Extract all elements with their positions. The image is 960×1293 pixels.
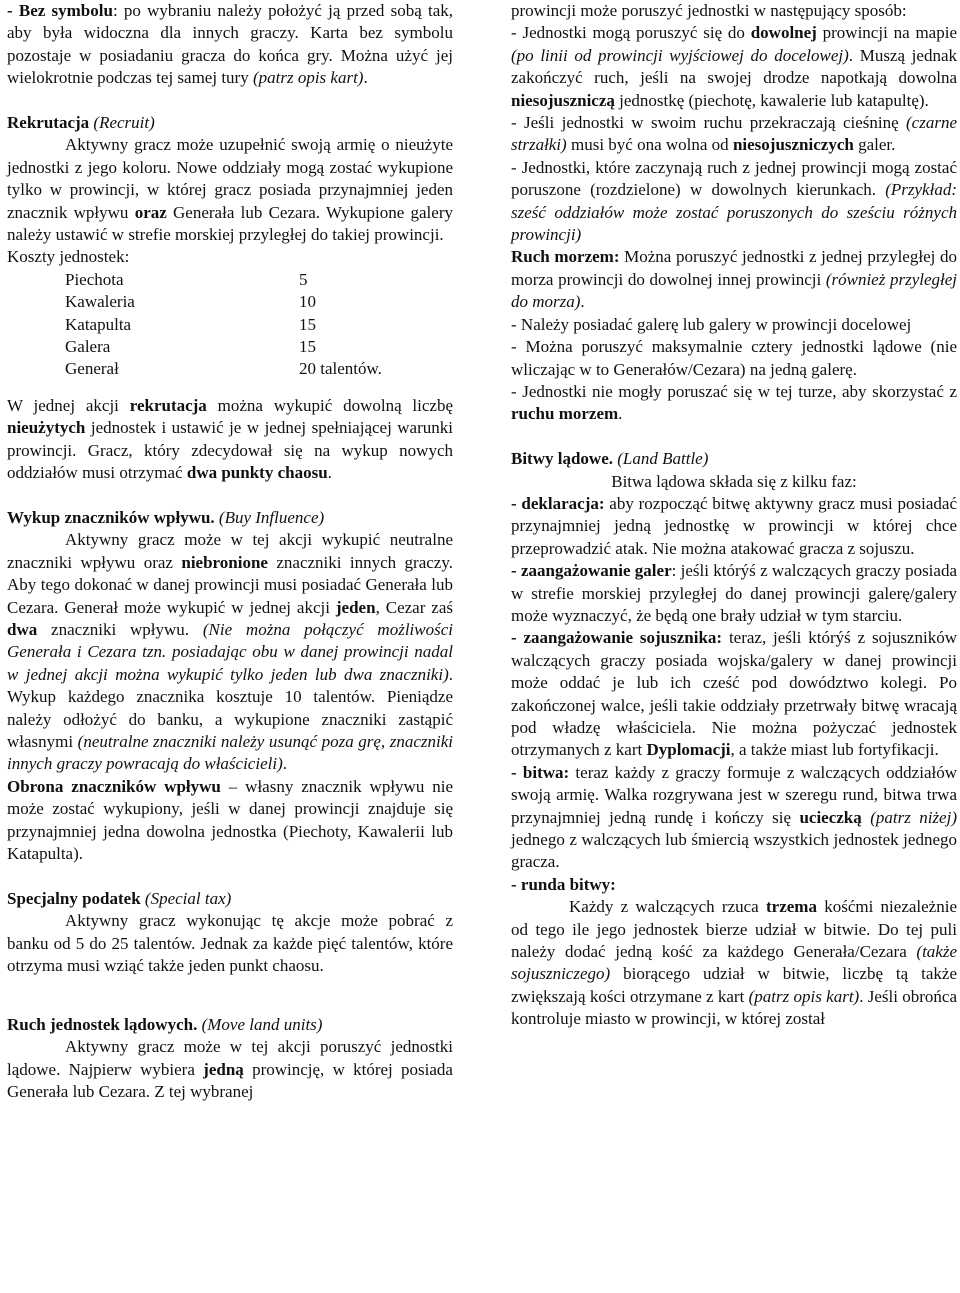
battle-intro: Bitwa lądowa składa się z kilku faz: xyxy=(611,471,857,491)
sea-rule-capacity: - Można poruszyć maksymalnie cztery jednostki lądowe (nie wliczając w to Generałów/Cezara) na jedną galerę. xyxy=(511,337,957,379)
table-row: Generał 20 talentów. xyxy=(65,359,382,379)
table-row: Piechota 5 xyxy=(65,269,308,289)
costs-label: Koszty jednostek: xyxy=(7,247,130,267)
table-row: Kawaleria 10 xyxy=(65,292,316,312)
recruit-rules-paragraph: W jednej akcji rekrutacja można wykupić dowolną liczbę nieużytych jednostek i ustawić je w jednej spełniającej warunki prowincji. Gracz, który zdecydował się na wykup nowych oddziałów musi otrzymać dwa punkty chaosu. xyxy=(7,395,453,483)
no-symbol-paragraph: - Bez symbolu: po wybraniu należy położyć ją przed sobą tak, aby była widoczna dla innych graczy. Karta bez symbolu pozostaje w posiadaniu gracza do końca gry. Można użyć jej wielokrotnie podczas tej samej tury (patrz opis kart). xyxy=(7,1,453,88)
right-column xyxy=(511,0,957,1031)
recruit-heading: Rekrutacja (Recruit) xyxy=(7,113,155,133)
move-heading: Ruch jednostek lądowych. (Move land units) xyxy=(7,1014,323,1034)
table-row: Galera 15 xyxy=(65,337,316,357)
sea-rule-galley: - Należy posiadać galerę lub galery w prowincji docelowej xyxy=(511,314,912,334)
battle-galleys: - zaangażowanie galer: jeśli którýś z walczących graczy posiada w strefie morskiej przyległej do danej prowincji galerę/galery może wyznaczyć, że będą one brały udział w tym starciu. xyxy=(511,561,957,625)
battle-round-heading: - runda bitwy: xyxy=(511,874,616,894)
battle-fight: - bitwa: teraz każdy z graczy formuje z walczących oddziałów swoją armię. Walka rozgrywana jest w szeregu rund, bitwa trwa przynajmniej jedną rundę i kończy się ucieczką (patrz niżej) jednego z walczących lub śmiercią wszystkich jednostek jednego gracza. xyxy=(511,762,957,872)
no-symbol-term: - Bez symbolu xyxy=(7,1,113,20)
battle-declaration: - deklaracja: aby rozpocząć bitwę aktywny gracz musi posiadać przynajmniej jedną jednostkę w prowincji w której chce przeprowadzić atak. Nie można atakować gracza z sojuszu. xyxy=(511,493,957,558)
move-rule-any-province: - Jednostki mogą poruszyć się do dowolnej prowincji na mapie (po linii od prowincji wyjściowej do docelowej). Muszą jednak zakończyć ruch, jeśli na swojej drodze napotkają dowolna niesojuszniczą jednostkę (piechotę, kawalerie lub katapultę). xyxy=(511,23,957,110)
table-row: Katapulta 15 xyxy=(65,314,316,334)
move-rule-strait: - Jeśli jednostki w swoim ruchu przekraczają cieśninę (czarne strzałki) musi być ona wolna od niesojuszniczych galer. xyxy=(511,113,957,155)
sea-rule-no-move: - Jednostki nie mogły poruszać się w tej turze, aby skorzystać z ruchu morzem. xyxy=(511,381,957,424)
influence-heading: Wykup znaczników wpływu. (Buy Influence) xyxy=(7,507,325,527)
influence-defense-paragraph: Obrona znaczników wpływu – własny znacznik wpływu nie może zostać wykupiony, jeśli w danej prowincji znajduje się przynajmniej jedna dowolna jednostka (Piechoty, Kawalerii lub Katapulta). xyxy=(7,776,453,863)
battle-ally: - zaangażowanie sojusznika: teraz, jeśli którýś z sojuszników walczących graczy posiada wojska/galery w danej prowincji może oddać je lub ich cześć pod dowództwo kolegi. Po zakończonej walce, jeśli takie oddziały przetrwały bitwę wracają pod władzę właściciela. Nie można pożyczać jednostek otrzymanych z kart Dyplomacji, a także miast lub fortyfikacji. xyxy=(511,628,957,760)
influence-paragraph: Aktywny gracz może w tej akcji wykupić neutralne znaczniki wpływu oraz niebronione znaczniki innych graczy. Aby tego dokonać w danej prowincji musi posiadać Generała lub Cezara. Generał może wykupić w jednej akcji jeden, Cezar zaś dwa znaczniki wpływu. (Nie można połączyć możliwości Generała i Cezara tzn. posiadając obu w danej prowincji nadal w jednej akcji można wykupić tylko jeden lub dwa znaczniki). Wykup każdego znacznika kosztuje 10 talentów. Pieniądze należy odłożyć do banku, a wykupione znaczniki zastąpić własnymi (neutralne znaczniki należy usunąć poza grę, znaczniki innych graczy powracają do właścicieli). xyxy=(7,530,454,774)
left-column xyxy=(7,0,453,1103)
tax-heading: Specjalny podatek (Special tax) xyxy=(7,888,232,908)
sea-move-paragraph: Ruch morzem: Można poruszyć jednostki z jednej przyległej do morza prowincji do dowolnej innej prowincji (również przyległej do morza). xyxy=(511,247,957,312)
battle-heading: Bitwy lądowe. (Land Battle) xyxy=(511,449,709,469)
recruit-paragraph: Aktywny gracz może uzupełnić swoją armię o nieużyte jednostki z jego koloru. Nowe oddziały mogą zostać wykupione tylko w prowincji, w której gracz posiada przynajmniej jeden znacznik wpływu oraz Generała lub Cezara. Wykupione galery należy ustawić w strefie morskiej przyległej do takiej prowincji. xyxy=(7,135,453,245)
move-continued-paragraph: prowincji może poruszyć jednostki w następujący sposób: xyxy=(511,1,907,20)
unit-costs-table xyxy=(65,269,382,381)
move-rule-split: - Jednostki, które zaczynają ruch z jednej prowincji mogą zostać poruszone (rozdzielone) w dowolnych kierunkach. (Przykład: sześć oddziałów może zostać poruszonych do sześciu różnych prowincji) xyxy=(511,157,957,245)
battle-round-paragraph: Każdy z walczących rzuca trzema kośćmi niezależnie od tego ile jego jednostek bierze udział w bitwie. Do tej puli należy dodać jedną kość za każdego Generała/Cezara (także sojuszniczego) biorącego udział w bitwie, liczbę tą także zwiększają kości otrzymane z kart (patrz opis kart). Jeśli obrońca kontroluje miasto w prowincji, w której został xyxy=(511,897,958,1029)
tax-paragraph: Aktywny gracz wykonując tę akcje może pobrać z banku od 5 do 25 talentów. Jednak za każde pięć talentów, które otrzyma musi wziąć także jeden punkt chaosu. xyxy=(7,911,453,976)
move-paragraph: Aktywny gracz może w tej akcji poruszyć jednostki lądowe. Najpierw wybiera jedną prowincję, w której posiada Generała lub Cezara. Z tej wybranej xyxy=(7,1037,453,1102)
